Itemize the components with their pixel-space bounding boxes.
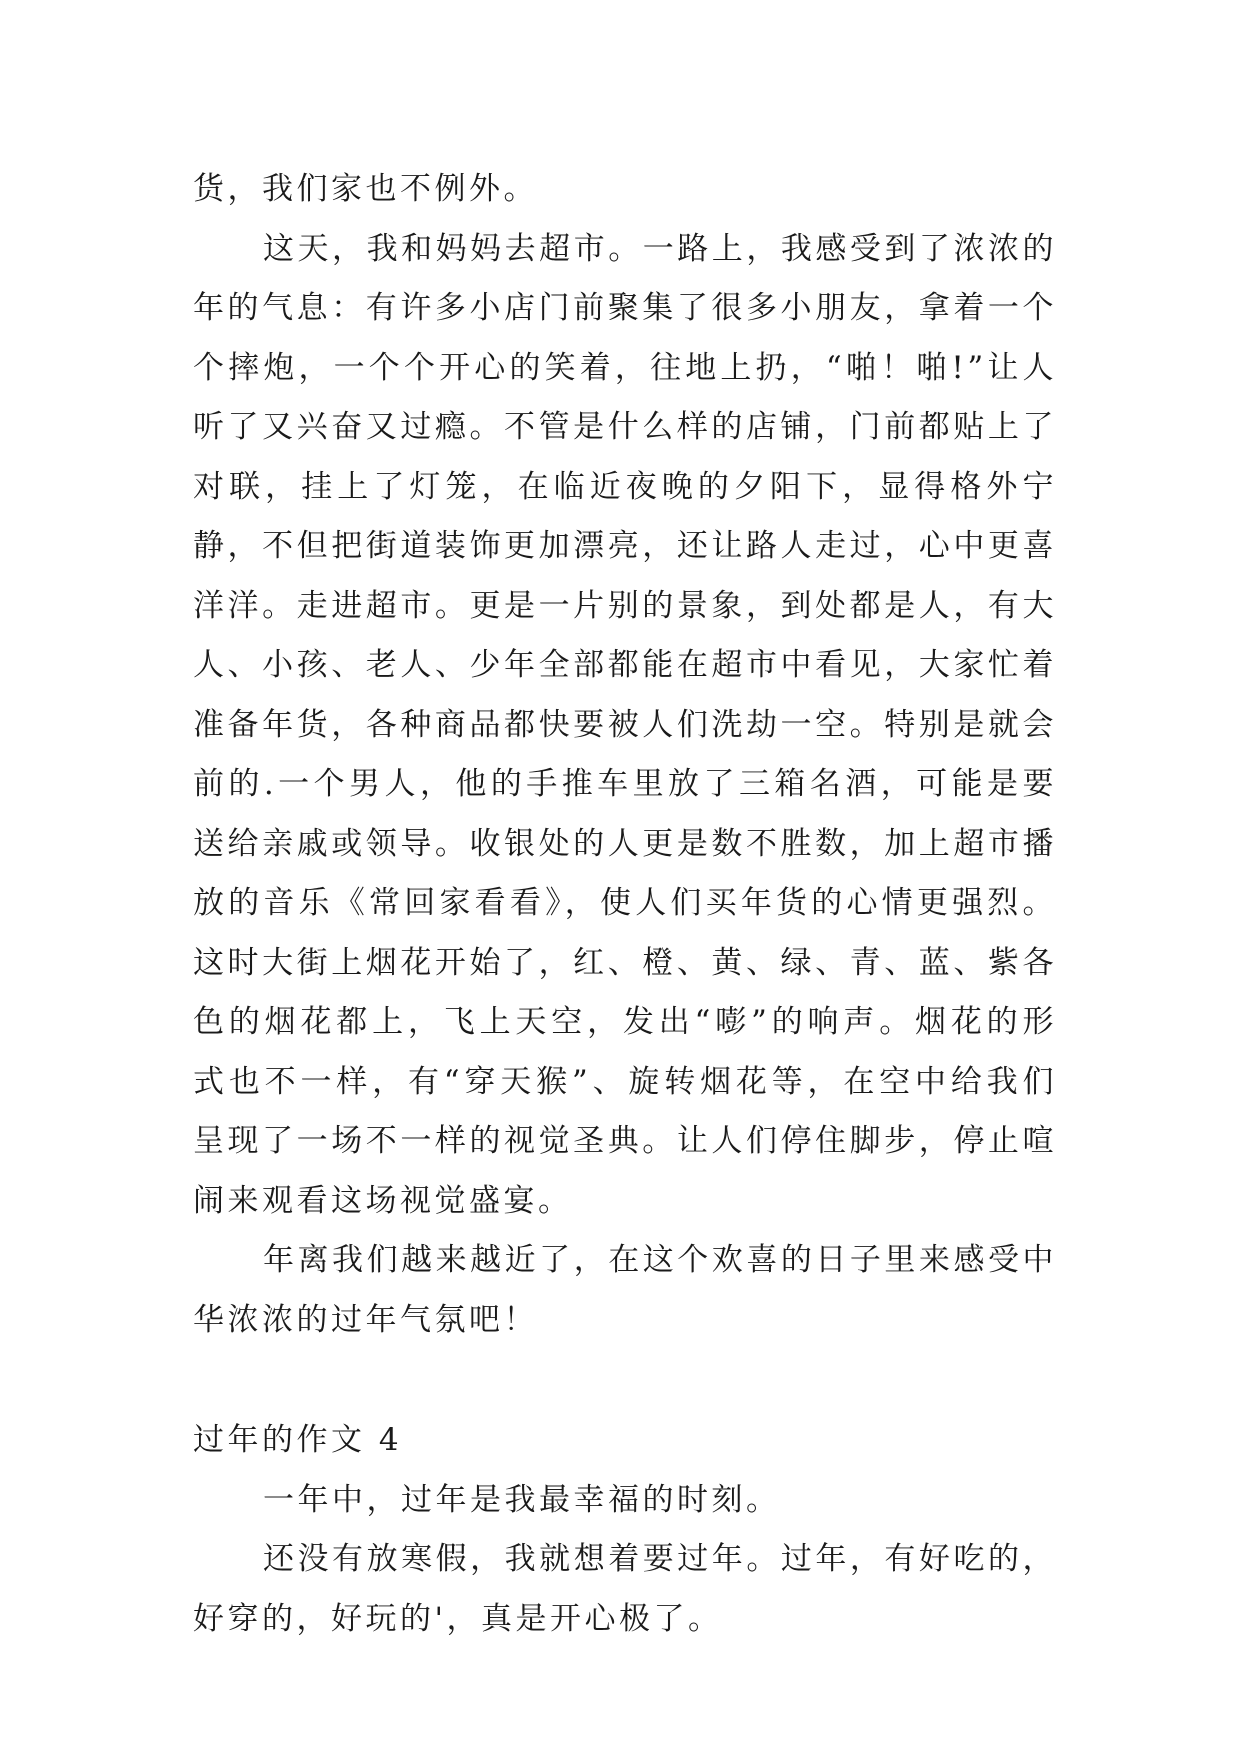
paragraph-closing: 年离我们越来越近了，在这个欢喜的日子里来感受中华浓浓的过年气氛吧！ bbox=[193, 1242, 1057, 1338]
paragraph-continuation: 货，我们家也不例外。 bbox=[193, 171, 538, 207]
paragraph-happiest-moment: 一年中，过年是我最幸福的时刻。 bbox=[263, 1481, 781, 1518]
paragraph-winter-vacation: 还没有放寒假，我就想着要过年。过年，有好吃的，好穿的，好玩的'，真是开心极了。 bbox=[193, 1541, 1057, 1637]
section-title: 过年的作文 4 bbox=[193, 1422, 403, 1458]
section-gap bbox=[193, 1350, 1057, 1411]
paragraph-supermarket: 这天，我和妈妈去超市。一路上，我感受到了浓浓的年的气息：有许多小店门前聚集了很多小朋友，拿着一个个摔炮，一个个开心的笑着，往地上扔，“啪！啪!”让人听了又兴奋又过瘾。不管是什么样的店铺，门前都贴上了对联，挂上了灯笼，在临近夜晚的夕阳下，显得格外宁静，不但把街道装饰更加漂亮，还让路人走过，心中更喜洋洋。走进超市。更是一片别的景象，到处都是人，有大人、小孩、老人、少年全部都能在超市中看见，大家忙着准备年货，各种商品都快要被人们洗劫一空。特别是就会前的.一个男人，他的手推车里放了三箱名酒，可能是要送给亲戚或领导。收银处的人更是数不胜数，加上超市播放的音乐《常回家看看》，使人们买年货的心情更强烈。这时大街上烟花开始了，红、橙、黄、绿、青、蓝、紫各色的烟花都上，飞上天空，发出“嘭”的响声。烟花的形式也不一样，有“穿天猴”、旋转烟花等，在空中给我们呈现了一场不一样的视觉圣典。让人们停住脚步，停止喧闹来观看这场视觉盛宴。 bbox=[193, 230, 1057, 1219]
document-page bbox=[193, 160, 1057, 1649]
